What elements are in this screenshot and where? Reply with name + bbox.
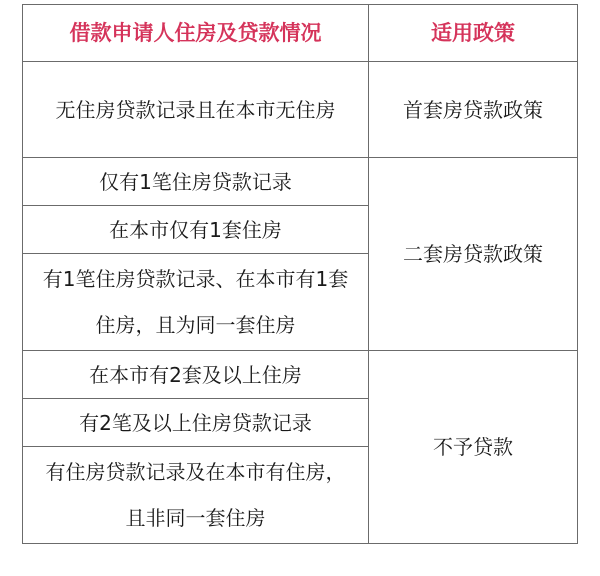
- policy-cell: 首套房贷款政策: [369, 62, 578, 158]
- situation-cell: 有1笔住房贷款记录、在本市有1套住房，且为同一套住房: [23, 254, 369, 351]
- table-header: [23, 5, 578, 62]
- table-body: [23, 62, 578, 544]
- table-row: [23, 351, 578, 399]
- policy-cell: 二套房贷款政策: [369, 158, 578, 351]
- table-row: [23, 158, 578, 206]
- loan-policy-table: [22, 4, 578, 544]
- situation-cell: 有2笔及以上住房贷款记录: [23, 399, 369, 447]
- header-policy: 适用政策: [369, 5, 578, 62]
- table-row: [23, 62, 578, 158]
- header-situation: 借款申请人住房及贷款情况: [23, 5, 369, 62]
- situation-cell: 在本市有2套及以上住房: [23, 351, 369, 399]
- situation-cell: 无住房贷款记录且在本市无住房: [23, 62, 369, 158]
- header-row: [23, 5, 578, 62]
- situation-cell: 在本市仅有1套住房: [23, 206, 369, 254]
- situation-cell: 有住房贷款记录及在本市有住房，且非同一套住房: [23, 447, 369, 544]
- situation-cell: 仅有1笔住房贷款记录: [23, 158, 369, 206]
- policy-cell: 不予贷款: [369, 351, 578, 544]
